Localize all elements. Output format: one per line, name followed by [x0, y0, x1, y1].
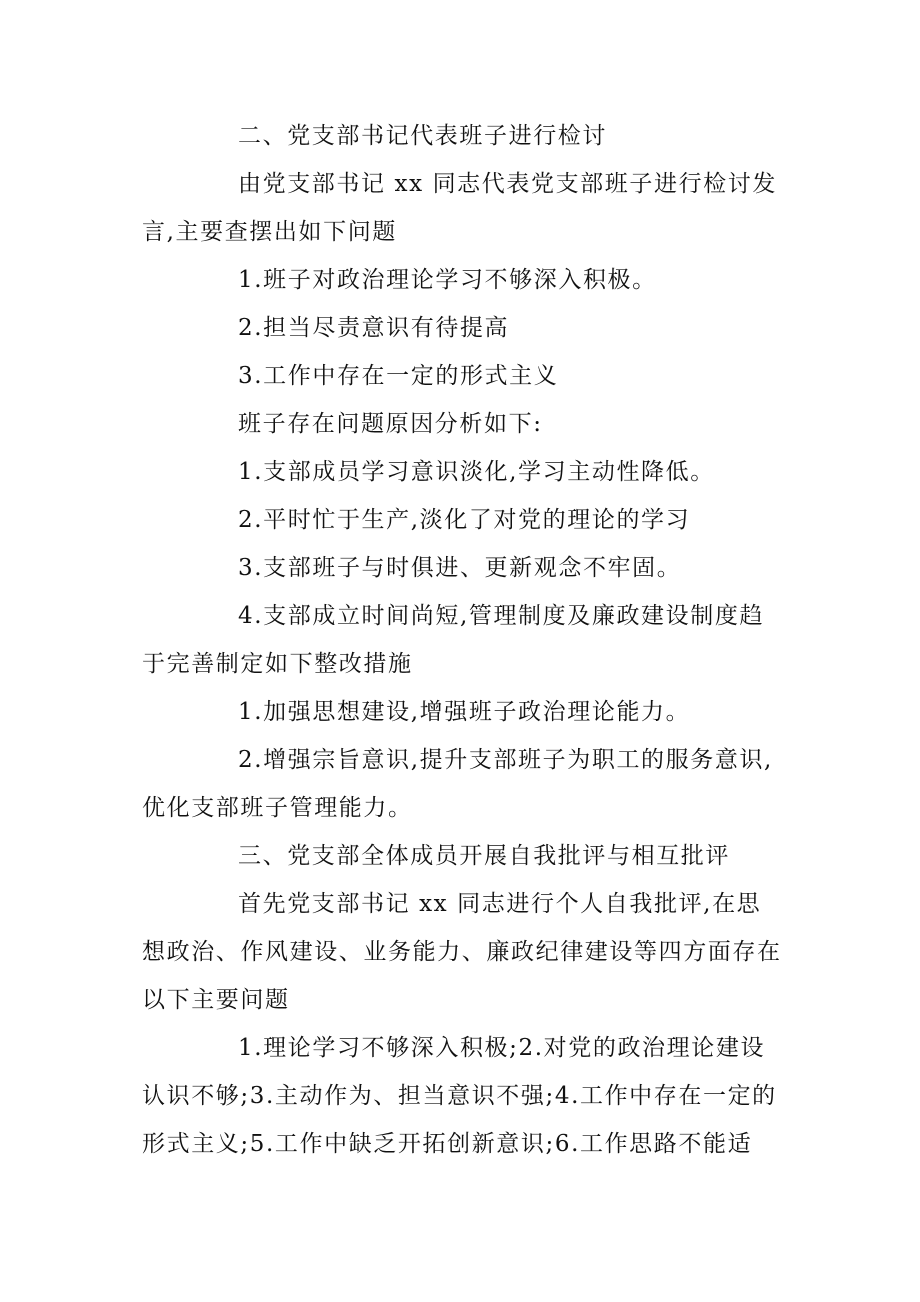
paragraph-line: 班子存在问题原因分析如下:	[238, 411, 543, 437]
document-body	[142, 112, 792, 1168]
section-heading-3: 三、党支部全体成员开展自我批评与相互批评	[238, 843, 730, 869]
list-item: 3.工作中存在一定的形式主义	[238, 363, 559, 389]
list-item: 2.担当尽责意识有待提高	[238, 315, 510, 341]
paragraph-line: 由党支部书记 xx 同志代表党支部班子进行检讨发	[238, 171, 777, 197]
list-item: 2.平时忙于生产,淡化了对党的理论的学习	[238, 507, 691, 533]
list-item: 1.加强思想建设,增强班子政治理论能力。	[238, 699, 691, 725]
list-item: 1.支部成员学习意识淡化,学习主动性降低。	[238, 459, 715, 485]
paragraph-line: 于完善制定如下整改措施	[142, 651, 413, 677]
paragraph-line: 言,主要查摆出如下问题	[142, 219, 397, 245]
list-item: 4.支部成立时间尚短,管理制度及廉政建设制度趋	[238, 603, 765, 629]
paragraph-line: 形式主义;5.工作中缺乏开拓创新意识;6.工作思路不能适	[142, 1131, 753, 1157]
section-heading-2: 二、党支部书记代表班子进行检讨	[238, 123, 607, 149]
list-item: 1.理论学习不够深入积极;2.对党的政治理论建设	[238, 1035, 766, 1061]
paragraph-line: 首先党支部书记 xx 同志进行个人自我批评,在思	[238, 891, 762, 917]
list-item: 2.增强宗旨意识,提升支部班子为职工的服务意识,	[238, 747, 773, 773]
paragraph-line: 想政治、作风建设、业务能力、廉政纪律建设等四方面存在	[142, 939, 782, 965]
paragraph-line: 优化支部班子管理能力。	[142, 795, 413, 821]
paragraph-line: 以下主要问题	[142, 987, 290, 1013]
list-item: 3.支部班子与时俱进、更新观念不牢固。	[238, 555, 682, 581]
paragraph-line: 认识不够;3.主动作为、担当意识不强;4.工作中存在一定的	[142, 1083, 777, 1109]
list-item: 1.班子对政治理论学习不够深入积极。	[238, 267, 657, 293]
